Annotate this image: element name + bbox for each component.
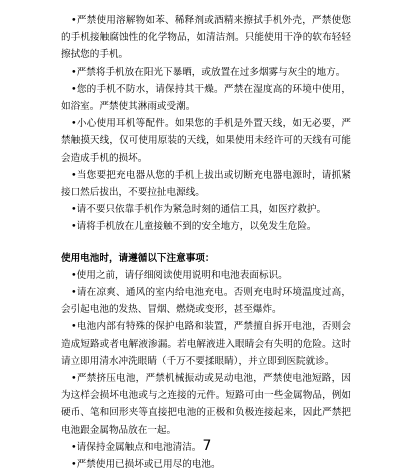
list-item: •请保持金属触点和电池清洁。 <box>71 441 202 453</box>
list-item: •严禁挤压电池，严禁机械振动或晃动电池，严禁使电池短路，因为这样会损坏电池或与之连接的元件。短路可由一些金属物品，例如硬币、笔和回形夹等直接把电池的正极和负极连接起来，因此严禁把电池跟金属物品放在一起。 <box>61 373 351 436</box>
page-number: 7 <box>202 438 212 454</box>
list-item: •请不要只依靠手机作为紧急时刻的通信工具，如医疗救护。 <box>71 204 327 216</box>
list-item: •请在凉爽、通风的室内给电池充电。否则充电时环境温度过高，会引起电池的发热、冒烟、燃烧或变形，甚至爆炸。 <box>61 287 351 316</box>
section-heading: 使用电池时，请遵循以下注意事项： <box>61 252 215 264</box>
list-item: •请将手机放在儿童接触不到的安全地方，以免发生危险。 <box>71 221 317 233</box>
list-item: •小心使用耳机等配件。如果您的手机是外置天线，如无必要，严禁触摸天线，仅可使用原装的天线，如果使用未经许可的天线有可能会造成手机的损坏。 <box>61 118 351 164</box>
list-item: •严禁使用溶解物如苯、稀释剂或酒精来擦拭手机外壳，严禁使您的手机接触腐蚀性的化学物品，如清洁剂。只能使用干净的软布轻轻擦拭您的手机。 <box>61 15 351 61</box>
handset-care-list <box>61 12 351 236</box>
list-item: •当您要把充电器从您的手机上拔出或切断充电器电源时，请抓紧接口然后拔出，不要拉扯电源线。 <box>61 169 351 199</box>
list-item: •您的手机不防水，请保持其干燥。严禁在湿度高的环境中使用，如浴室。严禁使其淋雨或受潮。 <box>61 83 351 113</box>
list-item: •电池内部有特殊的保护电路和装置，严禁擅自拆开电池，否则会造成短路或者电解液渗漏。若电解液进入眼睛会有失明的危险。这时请立即用清水冲洗眼睛（千万不要揉眼睛），并立即到医院就诊。 <box>61 321 351 367</box>
page-content <box>61 12 351 473</box>
list-item: •严禁将手机放在阳光下暴晒，或放置在过多烟雾与灰尘的地方。 <box>71 66 346 78</box>
list-item: •严禁使用已损坏或已用尽的电池。 <box>71 459 221 471</box>
list-item: •使用之前，请仔细阅读使用说明和电池表面标识。 <box>71 269 288 281</box>
